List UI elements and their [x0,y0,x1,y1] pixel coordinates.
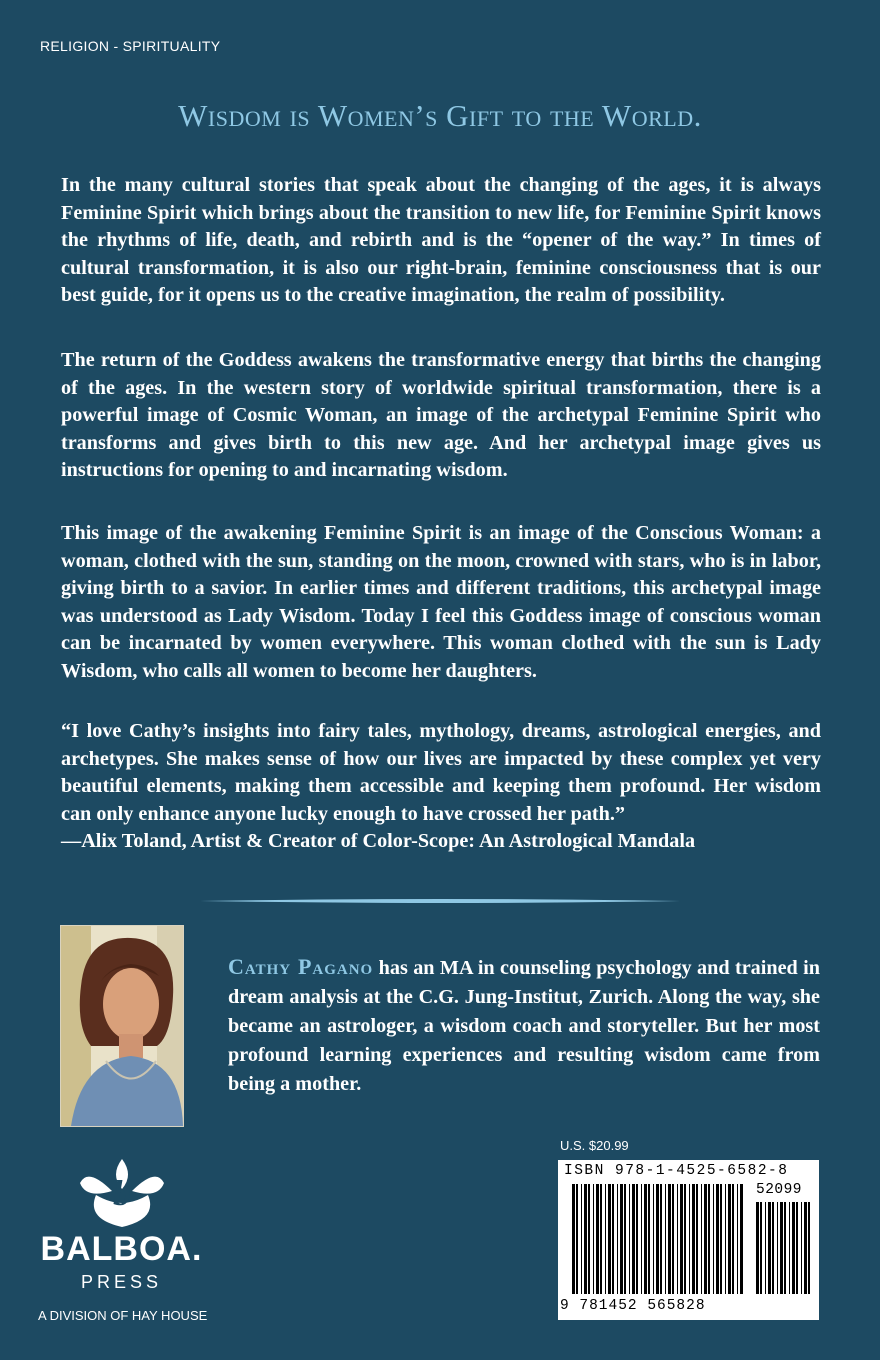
barcode-bar [572,1184,575,1294]
barcode-bar [612,1184,614,1294]
barcode-bar [728,1184,731,1294]
isbn-barcode [558,1160,819,1320]
barcode-bar [772,1202,774,1294]
barcode-bar [653,1184,654,1294]
barcode-bar [620,1184,623,1294]
barcode-bar [804,1202,807,1294]
barcode-bar [737,1184,738,1294]
barcode-bar [660,1184,662,1294]
barcode-bar [780,1202,783,1294]
publisher-name: BALBOA. [40,1230,203,1268]
barcode-bar [629,1184,630,1294]
barcode-bar [704,1184,707,1294]
category-label: RELIGION - SPIRITUALITY [40,38,221,54]
barcode-bar [732,1184,734,1294]
barcode-bar [584,1184,587,1294]
author-bio-text: has an MA in counseling psychology and trained in dream analysis at the C.G. Jung-Institut, Zurich. Along the way, she became an astrologer, a wisdom coach and storyteller. But her most profound learning experiences and resulting wisdom came from being a mother. [228,957,820,1095]
headline: Wisdom is Women’s Gift to the World. [178,98,702,133]
barcode-bar [696,1184,698,1294]
barcode-bar [680,1184,683,1294]
barcode-bar [789,1202,790,1294]
author-name: Cathy Pagano [228,954,374,979]
body-paragraph-1: In the many cultural stories that speak about the changing of the ages, it is always Feminine Spirit which brings about the transition to new life, for Feminine Spirit knows the rhythms of life, death, and rebirth and is the “opener of the way.” In times of cultural transformation, it is also our right-brain, feminine consciousness that is our best guide, for it opens us to the creative imagination, the realm of possibility. [61,174,821,306]
barcode-bar [713,1184,714,1294]
price-label: U.S. $20.99 [560,1138,629,1153]
barcode-bar [768,1202,771,1294]
barcode-bar [716,1184,719,1294]
barcode-bar [677,1184,678,1294]
publisher-division: A DIVISION OF HAY HOUSE [38,1308,208,1323]
barcode-bar [692,1184,695,1294]
barcode-bar [708,1184,710,1294]
barcode-bar [596,1184,599,1294]
barcode-bar [617,1184,618,1294]
body-paragraph-3: This image of the awakening Feminine Spirit is an image of the Conscious Woman: a woman, clothed with the sun, standing on the moon, crowned with stars, who is in labor, giving birth to a savior. In earlier times and different traditions, this archetypal image was understood as Lady Wisdom. Today I feel this Goddess image of conscious woman can be incarnated by women everywhere. This woman clothed with the sun is Lady Wisdom, who calls all women to become her daughters. [61,522,821,682]
barcode-bar [593,1184,594,1294]
barcode-bar [656,1184,659,1294]
barcode-bar [644,1184,647,1294]
author-photo [60,925,184,1127]
barcode-bar [760,1202,762,1294]
barcode-bar [756,1202,759,1294]
barcode-bar [624,1184,626,1294]
barcode-bar [720,1184,722,1294]
barcode-bar [605,1184,606,1294]
barcode-bar [808,1202,810,1294]
barcode-bar [641,1184,642,1294]
barcode-bar [777,1202,778,1294]
author-bio [228,952,820,1099]
barcode-bar [588,1184,590,1294]
ornamental-divider [200,898,680,904]
barcode-bar [725,1184,726,1294]
barcode-bar [632,1184,635,1294]
barcode-bar [668,1184,671,1294]
barcode-bar [684,1184,686,1294]
logo-letter: b [113,1173,131,1213]
barcode-bar [796,1202,798,1294]
barcode-bar [636,1184,638,1294]
barcode-bar [740,1184,743,1294]
ean-digits: 9 781452 565828 [560,1298,706,1314]
barcode-bar [701,1184,702,1294]
endorsement-quote [61,718,821,856]
price-addon-code: 52099 [756,1182,803,1198]
barcode-bar [665,1184,666,1294]
barcode-bar [784,1202,786,1294]
barcode-bar [648,1184,650,1294]
barcode-bar [608,1184,611,1294]
barcode-bar [765,1202,766,1294]
barcode-bar [672,1184,674,1294]
publisher-sub: PRESS [80,1272,163,1292]
barcode-bar [689,1184,690,1294]
barcode-bar [792,1202,795,1294]
quote-text: “I love Cathy’s insights into fairy tales, mythology, dreams, astrological energies, and archetypes. She makes sense of how our lives are impacted by these complex yet very beautiful elements, making them accessible and keeping them profound. Her wisdom can only enhance anyone lucky enough to have crossed her path.” [61,720,821,825]
isbn-text: ISBN 978-1-4525-6582-8 [564,1163,789,1179]
barcode-bar [576,1184,578,1294]
barcode-bar [581,1184,582,1294]
body-paragraph-2: The return of the Goddess awakens the transformative energy that births the changing of the ages. In the western story of worldwide spiritual transformation, there is a powerful image of Cosmic Woman, an image of the archetypal Feminine Spirit who transforms and gives birth to this new age. And her archetypal image gives us instructions for opening to and incarnating wisdom. [61,349,821,481]
quote-attribution: —Alix Toland, Artist & Creator of Color-Scope: An Astrological Mandala [61,830,696,852]
barcode-bar [600,1184,602,1294]
barcode-bar [801,1202,802,1294]
